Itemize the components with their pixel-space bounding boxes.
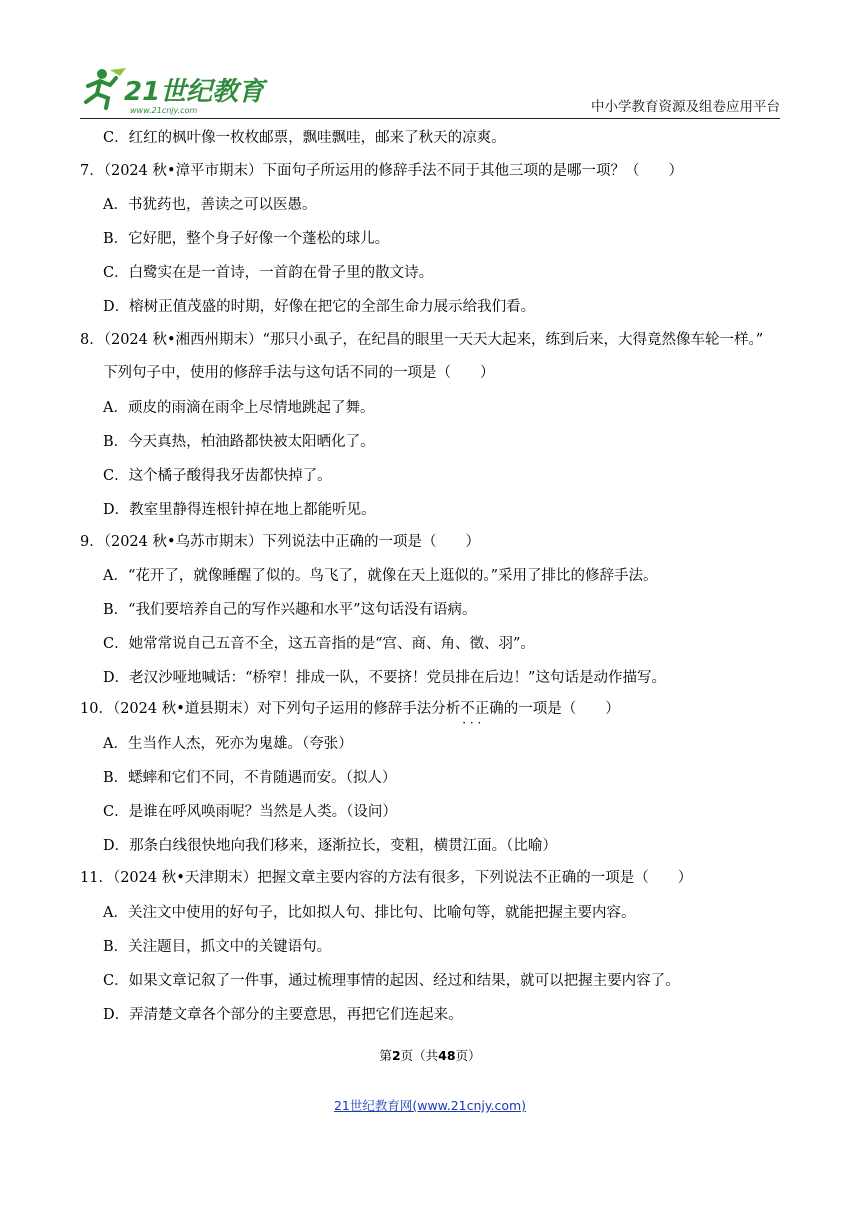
question-10-text-c: 的一项是（ ） xyxy=(503,701,620,717)
page-header xyxy=(80,62,780,118)
option-line: D．那条白线很快地向我们移来，逐渐拉长，变粗，横贯江面。（比喻） xyxy=(103,838,557,854)
option-line: C．白鹭实在是一首诗，一首韵在骨子里的散文诗。 xyxy=(103,265,434,281)
option-line: C．她常常说自己五音不全，这五音指的是“宫、商、角、徵、羽”。 xyxy=(103,636,535,652)
page-prefix: 第 xyxy=(379,1048,392,1063)
option-line: A．顽皮的雨滴在雨伞上尽情地跳起了舞。 xyxy=(103,400,375,416)
option-line: D．老汉沙哑地喊话：“桥窄！排成一队，不要挤！党员排在后边！”这句话是动作描写。 xyxy=(103,670,666,686)
current-page: 2 xyxy=(391,1048,401,1063)
option-line: B．蟋蟀和它们不同，不肯随遇而安。（拟人） xyxy=(103,770,397,786)
question-7-stem: 7．（2024 秋•漳平市期末）下面句子所运用的修辞手法不同于其他三项的是哪一项？（ ） xyxy=(80,163,684,179)
option-line: B．今天真热，柏油路都快被太阳晒化了。 xyxy=(103,434,375,450)
option-line: C．红红的枫叶像一枚枚邮票，飘哇飘哇，邮来了秋天的凉爽。 xyxy=(103,130,506,146)
page-suffix: 页） xyxy=(455,1048,481,1063)
option-line: B．“我们要培养自己的写作兴趣和水平”这句话没有语病。 xyxy=(103,602,477,618)
platform-name: 中小学教育资源及组卷应用平台 xyxy=(591,99,780,115)
option-line: B．关注题目，抓文中的关键语句。 xyxy=(103,939,332,955)
option-line: B．它好肥，整个身子好像一个蓬松的球儿。 xyxy=(103,231,390,247)
emphasis-dotted-text: 不正确 · · · xyxy=(460,698,504,720)
question-9-stem: 9．（2024 秋•乌苏市期末）下列说法中正确的一项是（ ） xyxy=(80,534,481,550)
runner-logo-icon xyxy=(80,64,270,116)
option-line: D．教室里静得连根针掉在地上都能听见。 xyxy=(103,502,376,518)
option-line: D．弄清楚文章各个部分的主要意思，再把它们连起来。 xyxy=(103,1007,463,1023)
question-8-stem: 8．（2024 秋•湘西州期末）“那只小虱子，在纪昌的眼里一天天大起来，练到后来，大得竟然像车轮一样。” xyxy=(80,332,764,348)
option-line: C．如果文章记叙了一件事，通过梳理事情的起因、经过和结果，就可以把握主要内容了。 xyxy=(103,973,680,989)
site-logo[interactable] xyxy=(80,64,270,116)
question-10-text-a: 10．（2024 秋•道县期末）对下列句子运用的修辞手法分析 xyxy=(80,701,461,717)
question-8-stem-continued: 下列句子中，使用的修辞手法与这句话不同的一项是（ ） xyxy=(103,365,495,381)
total-pages: 48 xyxy=(438,1048,456,1063)
option-line: A．“花开了，就像睡醒了似的。鸟飞了，就像在天上逛似的。”采用了排比的修辞手法。 xyxy=(103,568,658,584)
option-line: C．是谁在呼风唤雨呢？当然是人类。（设问） xyxy=(103,804,397,820)
option-line: A．生当作人杰，死亦为鬼雄。（夸张） xyxy=(103,736,353,752)
header-divider xyxy=(80,118,780,119)
question-10-stem xyxy=(80,698,620,720)
option-line: D．榕树正值茂盛的时期，好像在把它的全部生命力展示给我们看。 xyxy=(103,299,536,315)
option-line: A．关注文中使用的好句子，比如拟人句、排比句、比喻句等，就能把握主要内容。 xyxy=(103,905,636,921)
page-number xyxy=(0,1046,860,1064)
question-11-stem: 11．（2024 秋•天津期末）把握文章主要内容的方法有很多，下列说法不正确的一项是（ ） xyxy=(80,870,693,886)
svg-text:www.21cnjy.com: www.21cnjy.com xyxy=(130,106,198,115)
site-footer-link[interactable]: 21世纪教育网(www.21cnjy.com) xyxy=(333,1098,527,1113)
option-line: C．这个橘子酸得我牙齿都快掉了。 xyxy=(103,468,332,484)
svg-text:21世纪教育: 21世纪教育 xyxy=(124,77,265,107)
option-line: A．书犹药也，善读之可以医愚。 xyxy=(103,197,317,213)
page-mid: 页（共 xyxy=(400,1048,439,1063)
